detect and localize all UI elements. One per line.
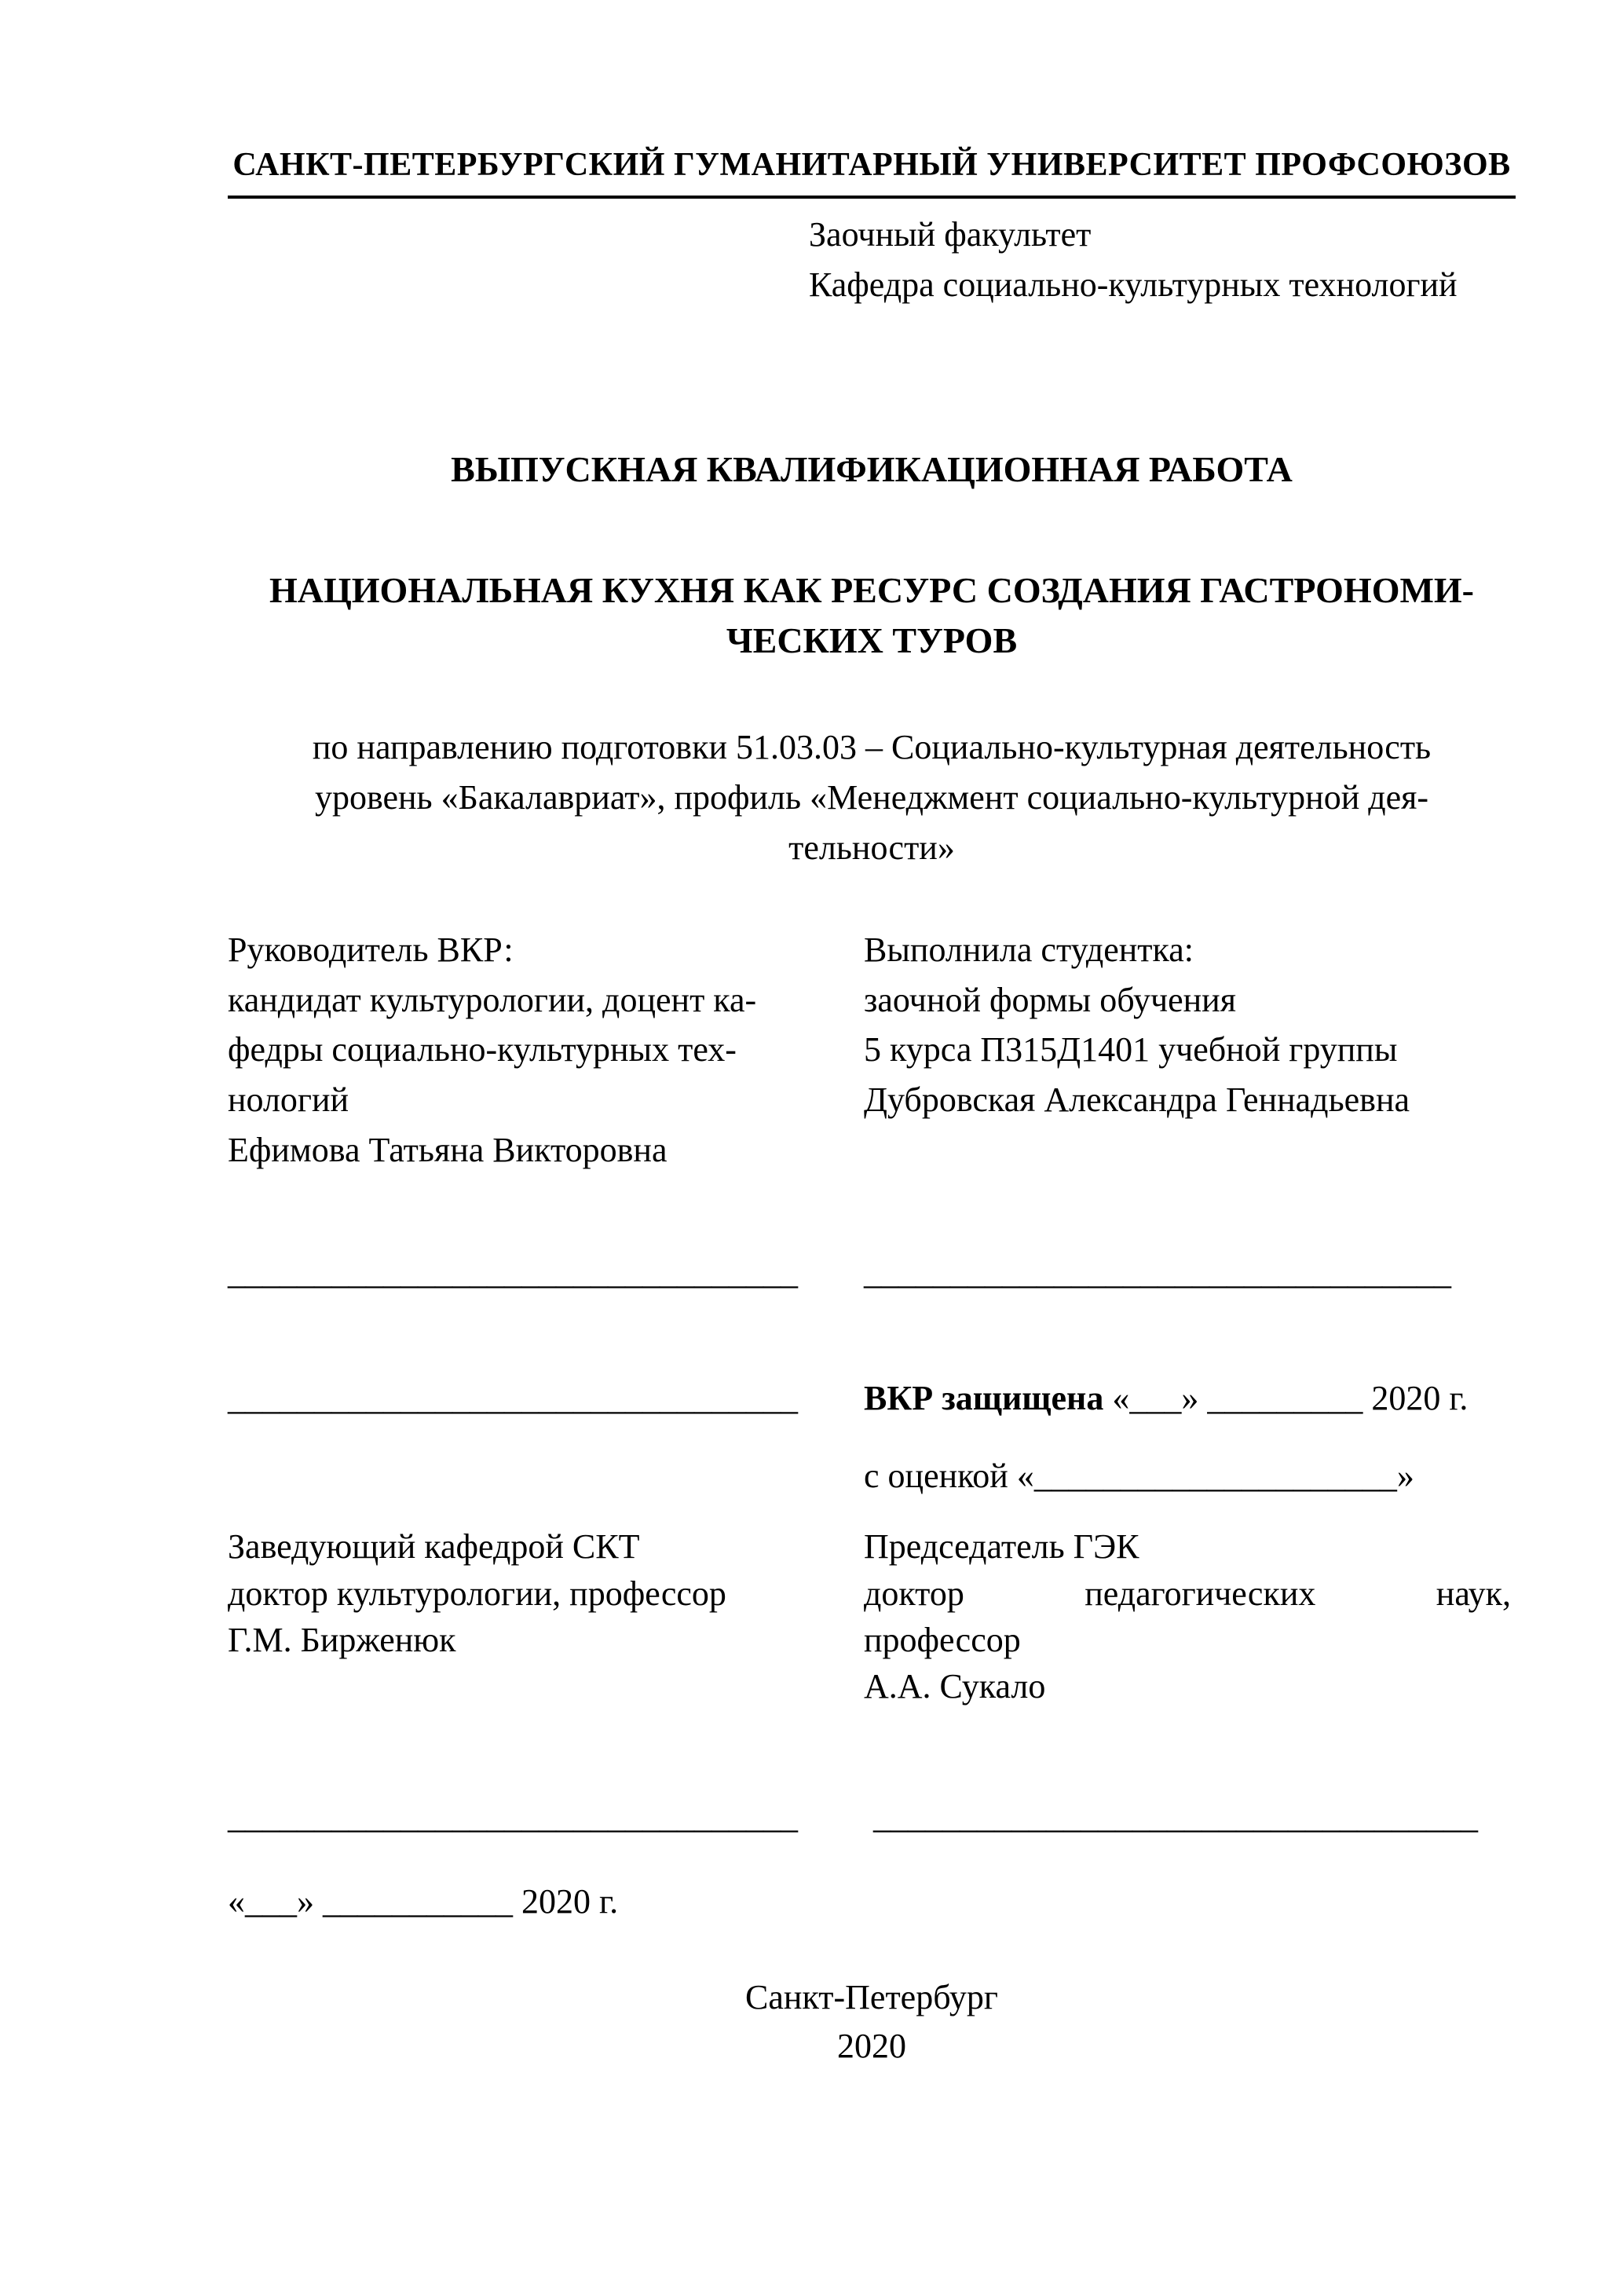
date-row — [228, 1877, 1516, 1927]
program-direction-line: по направлению подготовки 51.03.03 – Социально-культурная деятельность — [312, 728, 1432, 767]
defense-date-blanks: «___» _________ 2020 г. — [1103, 1378, 1469, 1417]
committee-chair-degree-line — [864, 1570, 1516, 1617]
signature-line-head: _________________________________ — [228, 1797, 798, 1836]
thesis-title — [228, 565, 1516, 667]
chair-degree-word-1: доктор — [864, 1574, 964, 1613]
chair-degree-word-2: педагогических — [1084, 1574, 1316, 1613]
header-rule — [228, 196, 1516, 199]
student-line-2: 5 курса П315Д1401 учебной группы — [864, 1030, 1398, 1069]
year-line: 2020 — [837, 2026, 906, 2065]
faculty-department-block — [228, 210, 1516, 310]
footer-block — [228, 1973, 1516, 2070]
people-row — [228, 925, 1516, 1175]
work-type-heading: ВЫПУСКНАЯ КВАЛИФИКАЦИОННАЯ РАБОТА — [451, 448, 1293, 489]
department-head-title: Заведующий кафедрой СКТ — [228, 1527, 640, 1567]
student-line-1: заочной формы обучения — [864, 980, 1236, 1019]
supervisor-line-3: нологий — [228, 1080, 349, 1120]
chair-degree-word-3: наук, — [1436, 1574, 1511, 1613]
supervisor-line-1: кандидат культурологии, доцент ка- — [228, 980, 757, 1019]
date-line: «___» ___________ 2020 г. — [228, 1881, 619, 1921]
supervisor-block — [228, 925, 864, 1175]
signature-row-2 — [228, 1792, 1516, 1842]
department-head-name: Г.М. Бирженюк — [228, 1621, 456, 1659]
signature-row-1 — [228, 1248, 1516, 1298]
city-line: Санкт-Петербург — [745, 1978, 998, 2017]
signature-line-chair: ___________________________________ — [873, 1797, 1478, 1836]
program-block — [228, 722, 1516, 872]
supervisor-line-2: федры социально-культурных тех- — [228, 1030, 737, 1069]
department-head-degree: доктор культурологии, профессор — [228, 1574, 726, 1613]
program-level-line-cont: тельности» — [788, 828, 955, 868]
signature-line-left-2: _________________________________ — [228, 1378, 798, 1417]
officials-row — [228, 1523, 1516, 1710]
supervisor-name: Ефимова Татьяна Викторовна — [228, 1131, 668, 1170]
program-level-line: уровень «Бакалавриат», профиль «Менеджмент социально-культурной дея- — [314, 778, 1429, 817]
committee-chair-name: А.А. Сукало — [864, 1667, 1046, 1706]
thesis-title-line-1: НАЦИОНАЛЬНАЯ КУХНЯ КАК РЕСУРС СОЗДАНИЯ ГАСТРОНОМИ- — [269, 569, 1474, 610]
defense-line — [864, 1373, 1516, 1424]
defense-row — [228, 1373, 1516, 1502]
committee-chair-rank: профессор — [864, 1621, 1021, 1659]
department-line: Кафедра социально-культурных технологий — [809, 265, 1458, 305]
signature-line-supervisor: _________________________________ — [228, 1252, 798, 1292]
signature-line-student: __________________________________ — [864, 1252, 1451, 1292]
student-label: Выполнила студентка: — [864, 930, 1194, 969]
supervisor-label: Руководитель ВКР: — [228, 930, 514, 969]
student-name: Дубровская Александра Геннадьевна — [864, 1080, 1410, 1120]
department-head-block — [228, 1523, 864, 1710]
grade-line: с оценкой «_____________________» — [864, 1457, 1414, 1496]
defense-label: ВКР защищена — [864, 1378, 1104, 1417]
committee-chair-block — [864, 1523, 1516, 1710]
document-header — [228, 145, 1516, 310]
thesis-title-line-2: ЧЕСКИХ ТУРОВ — [726, 620, 1018, 661]
university-name: САНКТ-ПЕТЕРБУРГСКИЙ ГУМАНИТАРНЫЙ УНИВЕРСИТЕТ ПРОФСОЮЗОВ — [232, 147, 1511, 183]
faculty-line: Заочный факультет — [809, 215, 1092, 254]
student-block — [864, 925, 1516, 1175]
committee-chair-title: Председатель ГЭК — [864, 1527, 1139, 1567]
